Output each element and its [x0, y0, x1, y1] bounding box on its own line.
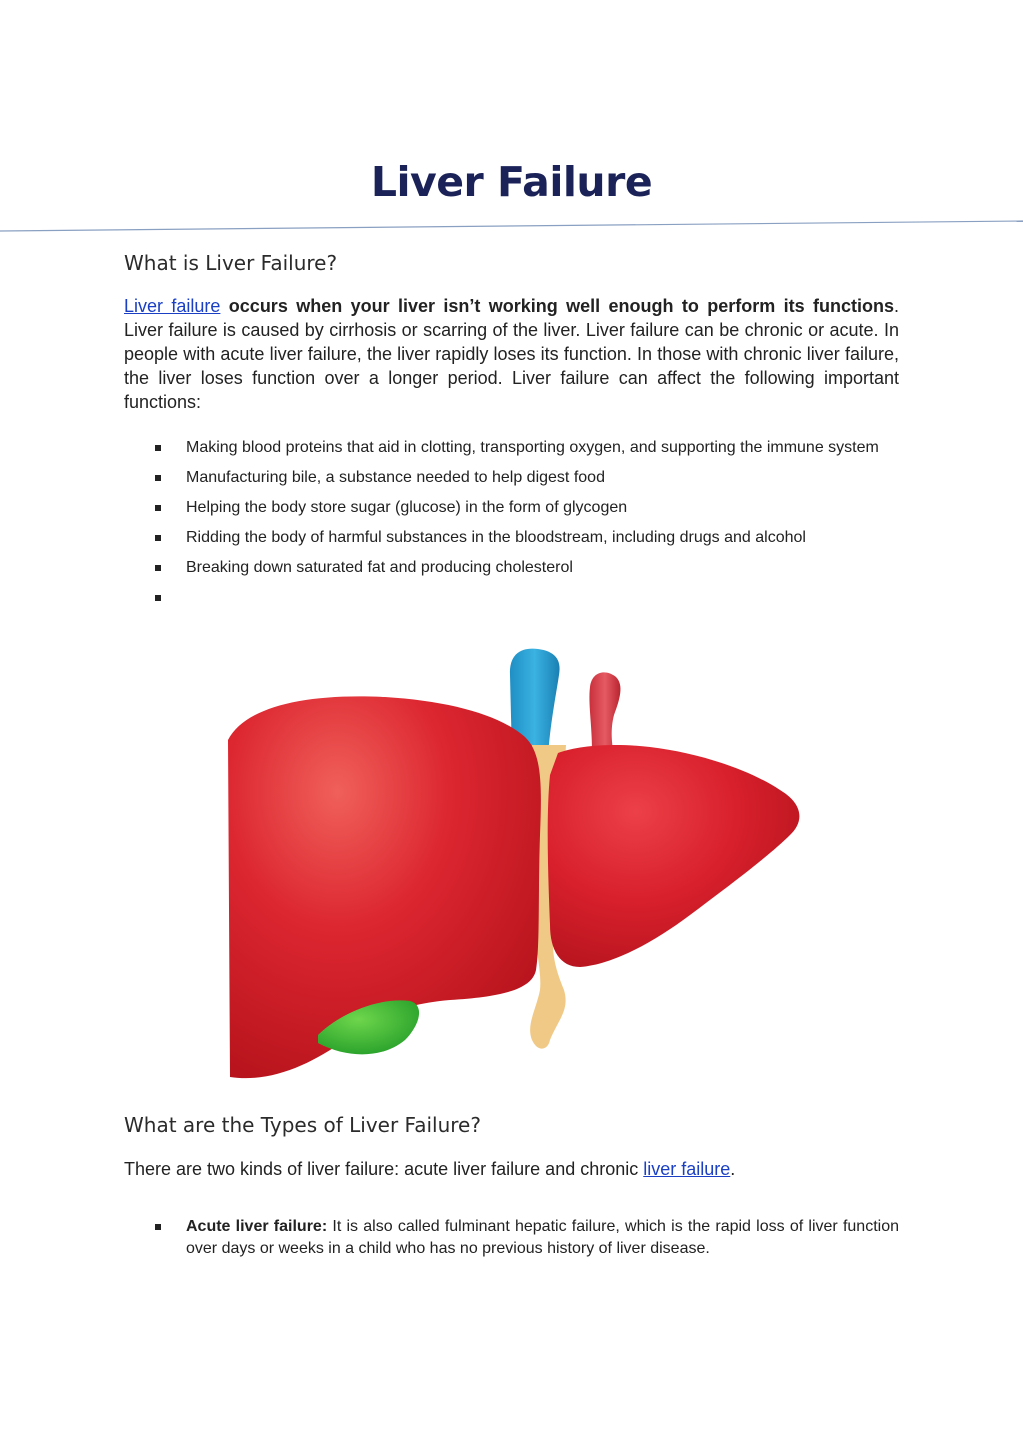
list-item: Helping the body store sugar (glucose) in the form of glycogen — [153, 497, 899, 519]
intro-rest-text: . Liver failure is caused by cirrhosis or scarring of the liver. Liver failure can be chronic or acute. In people with acute liver failure, the liver rapidly loses its function. In those with chronic liver failure, the liver loses function over a longer period. Liver failure can affect the following important functions: — [124, 296, 899, 412]
list-item: Breaking down saturated fat and producing cholesterol — [153, 557, 899, 579]
bullet-square-icon — [155, 505, 161, 511]
section-heading-types: What are the Types of Liver Failure? — [124, 1113, 481, 1137]
bullet-square-icon — [155, 565, 161, 571]
list-item: Ridding the body of harmful substances in the bloodstream, including drugs and alcohol — [153, 527, 899, 549]
page-title: Liver Failure — [370, 158, 653, 206]
liver-failure-link-2[interactable]: liver failure — [643, 1159, 731, 1179]
intro-paragraph — [124, 294, 899, 414]
bullet-square-icon — [155, 1224, 161, 1230]
list-item: Acute liver failure: It is also called fulminant hepatic failure, which is the rapid loss of liver function over days or weeks in a child who has no previous history of liver disease. — [153, 1216, 899, 1260]
liver-illustration — [220, 645, 805, 1085]
acute-label: Acute liver failure: — [186, 1218, 328, 1235]
list-item-empty — [153, 587, 899, 601]
list-item: Manufacturing bile, a substance needed to help digest food — [153, 467, 899, 489]
right-lobe-shape — [548, 745, 800, 967]
list-item: Making blood proteins that aid in clotting, transporting oxygen, and supporting the immune system — [153, 437, 899, 459]
types-intro-paragraph: There are two kinds of liver failure: acute liver failure and chronic liver failure. — [124, 1159, 736, 1179]
title-divider — [0, 215, 1023, 235]
bullet-square-icon — [155, 535, 161, 541]
intro-bold-text: occurs when your liver isn’t working well enough to perform its functions — [228, 296, 894, 316]
bullet-square-icon — [155, 595, 161, 601]
functions-list — [153, 437, 899, 609]
artery-shape — [589, 672, 620, 755]
types-list — [153, 1216, 899, 1268]
bullet-square-icon — [155, 445, 161, 451]
liver-failure-link[interactable]: Liver failure — [124, 296, 221, 316]
bullet-square-icon — [155, 475, 161, 481]
section-heading-what-is: What is Liver Failure? — [124, 251, 338, 275]
